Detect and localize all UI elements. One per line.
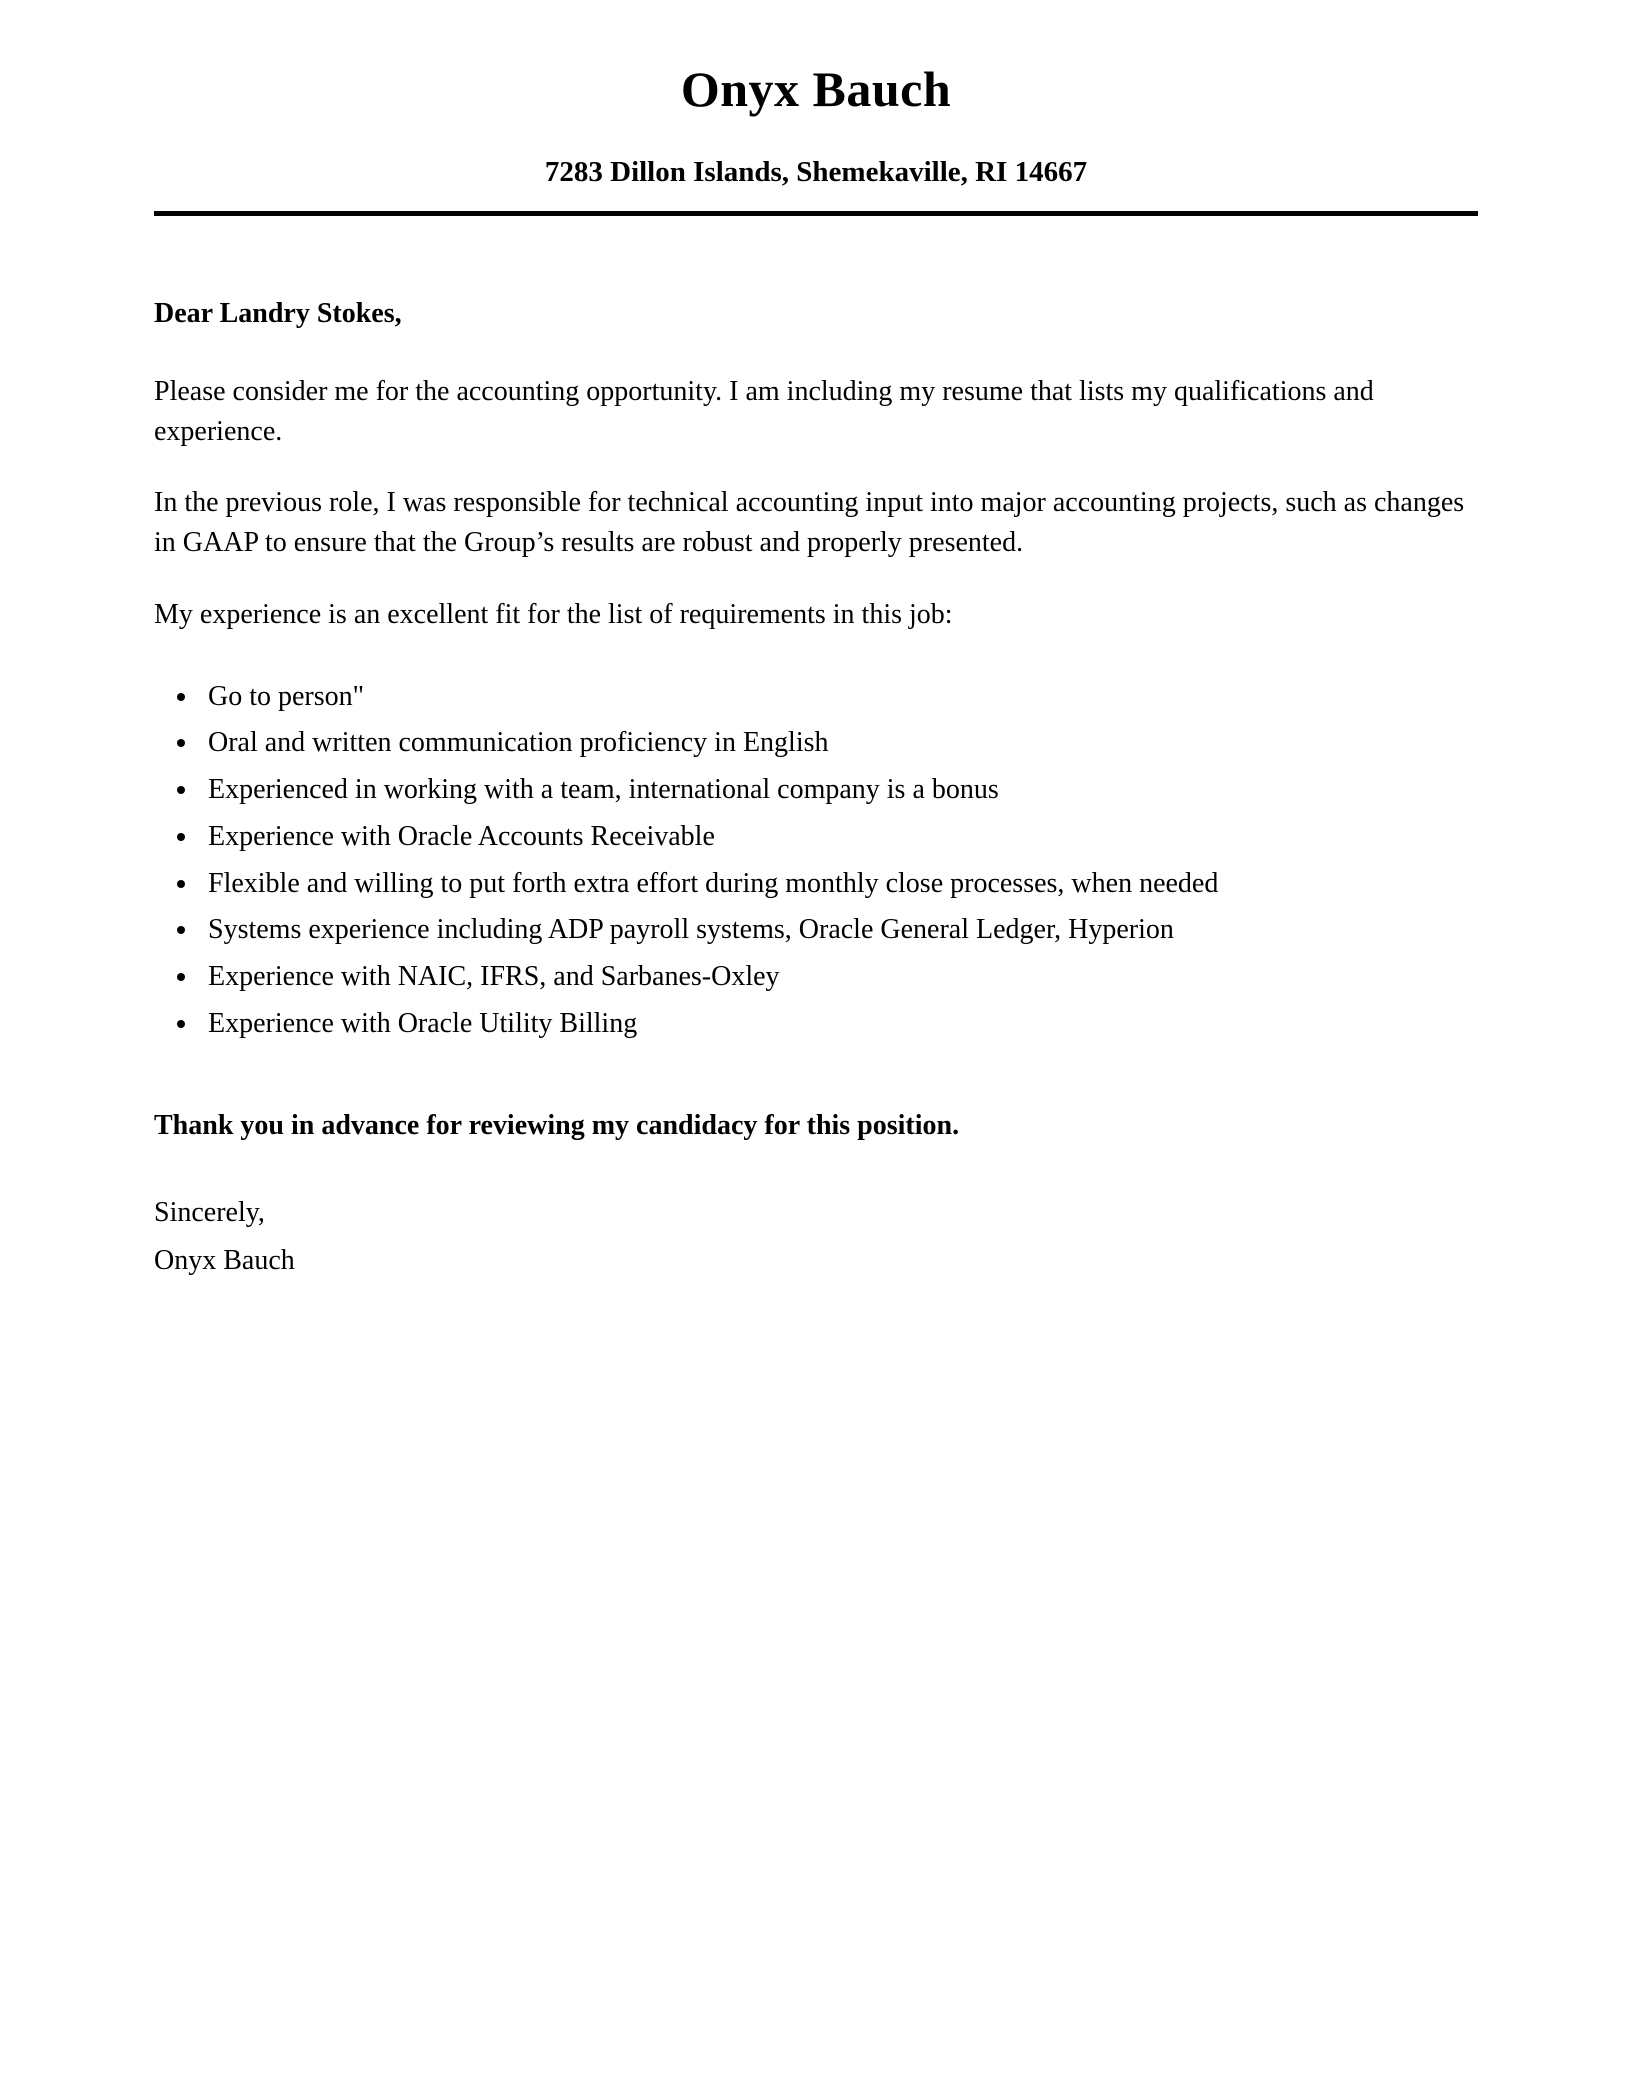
list-item: • Experience with Oracle Utility Billing [200, 1004, 1478, 1044]
letter-body [154, 294, 1478, 1281]
list-item: • Experienced in working with a team, international company is a bonus [200, 770, 1478, 810]
list-item: • Oral and written communication proficiency in English [200, 723, 1478, 763]
header-divider [154, 211, 1478, 216]
signoff-block [154, 1193, 1478, 1281]
list-item: • Go to person" [200, 677, 1478, 717]
signoff: Sincerely, [154, 1197, 265, 1229]
author-address: 7283 Dillon Islands, Shemekaville, RI 14667 [544, 156, 1088, 188]
salutation: Dear Landry Stokes, [154, 298, 402, 329]
letter-header [154, 60, 1478, 216]
list-item: • Flexible and willing to put forth extra effort during monthly close processes, when needed [200, 864, 1478, 904]
list-item: • Experience with Oracle Accounts Receivable [200, 817, 1478, 857]
paragraph-intro: Please consider me for the accounting opportunity. I am including my resume that lists my qualifications and experience. [154, 375, 1374, 447]
list-item: • Systems experience including ADP payroll systems, Oracle General Ledger, Hyperion [200, 910, 1478, 950]
author-name: Onyx Bauch [680, 61, 952, 117]
paragraph-experience-fit: My experience is an excellent fit for the list of requirements in this job: [154, 598, 953, 630]
signature-name: Onyx Bauch [154, 1245, 295, 1276]
requirements-list [200, 677, 1478, 1044]
list-item: • Experience with NAIC, IFRS, and Sarbanes-Oxley [200, 957, 1478, 997]
paragraph-previous-role: In the previous role, I was responsible for technical accounting input into major accounting projects, such as changes in GAAP to ensure that the Group’s results are robust and properly presented. [154, 487, 1465, 558]
closing-statement: Thank you in advance for reviewing my candidacy for this position. [154, 1109, 960, 1141]
